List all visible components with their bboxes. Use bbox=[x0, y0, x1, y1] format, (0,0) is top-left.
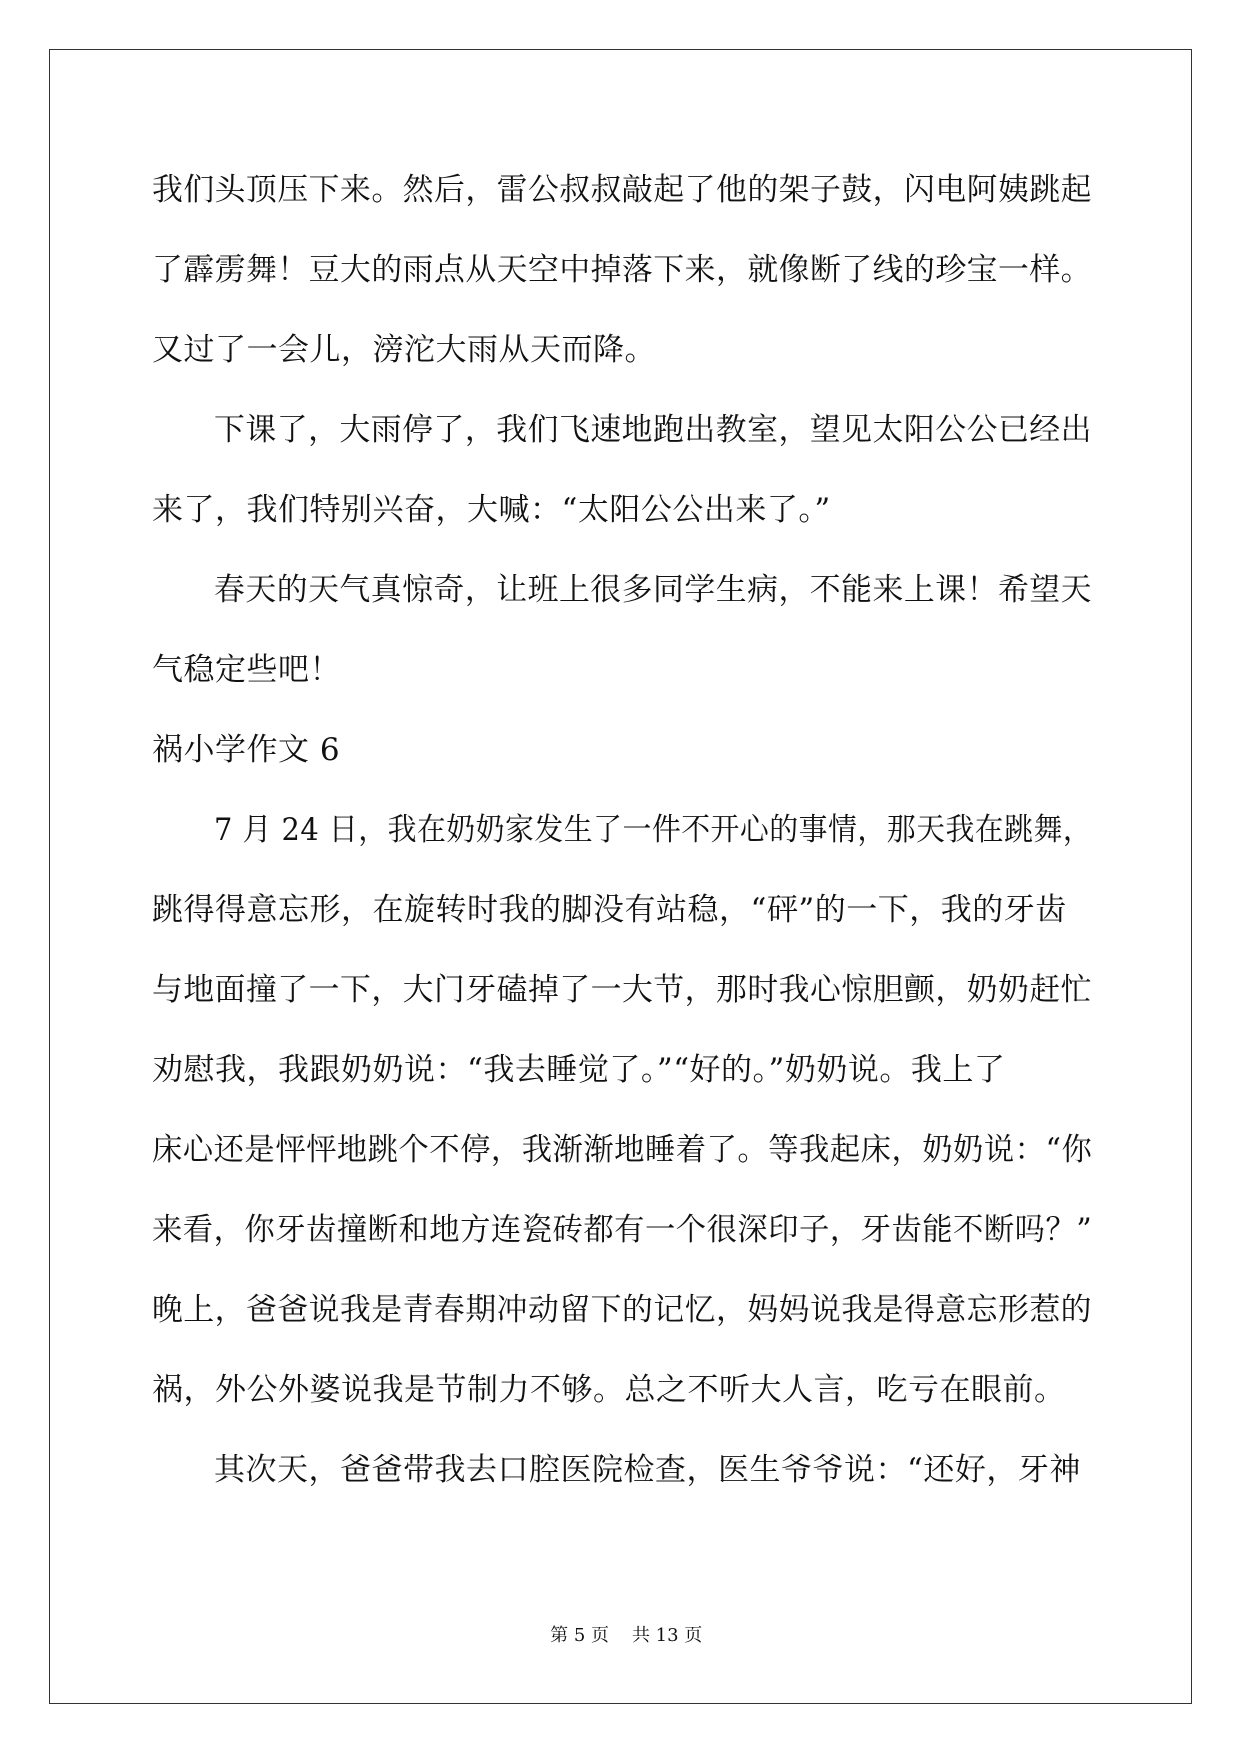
text-line: 来了，我们特别兴奋，大喊：“太阳公公出来了。” bbox=[152, 492, 831, 528]
text-line: 气稳定些吧！ bbox=[152, 652, 341, 688]
text-line: 我们头顶压下来。然后，雷公叔叔敲起了他的架子鼓，闪电阿姨跳起 bbox=[152, 172, 1092, 208]
text-line: 祸，外公外婆说我是节制力不够。总之不听大人言，吃亏在眼前。 bbox=[152, 1372, 1066, 1408]
paragraph-start: 下课了，大雨停了，我们飞速地跑出教室，望见太阳公公已经出 bbox=[214, 412, 1093, 448]
text-line: 又过了一会儿，滂沱大雨从天而降。 bbox=[152, 332, 656, 368]
paragraph-start: 其次天，爸爸带我去口腔医院检查，医生爷爷说：“还好，牙神 bbox=[214, 1452, 1081, 1488]
page-footer bbox=[0, 1600, 1241, 1648]
text-line: 晚上，爸爸说我是青春期冲动留下的记忆，妈妈说我是得意忘形惹的 bbox=[152, 1292, 1092, 1328]
text-line: 与地面撞了一下，大门牙磕掉了一大节，那时我心惊胆颤，奶奶赶忙 bbox=[152, 972, 1092, 1008]
section-heading: 祸小学作文 6 bbox=[152, 732, 341, 768]
text-line: 跳得得意忘形，在旋转时我的脚没有站稳，“砰”的一下，我的牙齿 bbox=[152, 892, 1067, 928]
text-line: 来看，你牙齿撞断和地方连瓷砖都有一个很深印子，牙齿能不断吗？” bbox=[152, 1212, 1093, 1248]
page-number: 第 5 页 共 13 页 bbox=[550, 1625, 703, 1646]
paragraph-start: 春天的天气真惊奇，让班上很多同学生病，不能来上课！希望天 bbox=[214, 572, 1093, 608]
text-line: 了霹雳舞！豆大的雨点从天空中掉落下来，就像断了线的珍宝一样。 bbox=[152, 252, 1092, 288]
text-line: 劝慰我，我跟奶奶说：“我去睡觉了。”“好的。”奶奶说。我上了 bbox=[152, 1052, 1006, 1088]
paragraph-start: 7 月 24 日，我在奶奶家发生了一件不开心的事情，那天我在跳舞， bbox=[214, 812, 1093, 848]
text-line: 床心还是怦怦地跳个不停，我渐渐地睡着了。等我起床，奶奶说：“你 bbox=[152, 1132, 1093, 1168]
